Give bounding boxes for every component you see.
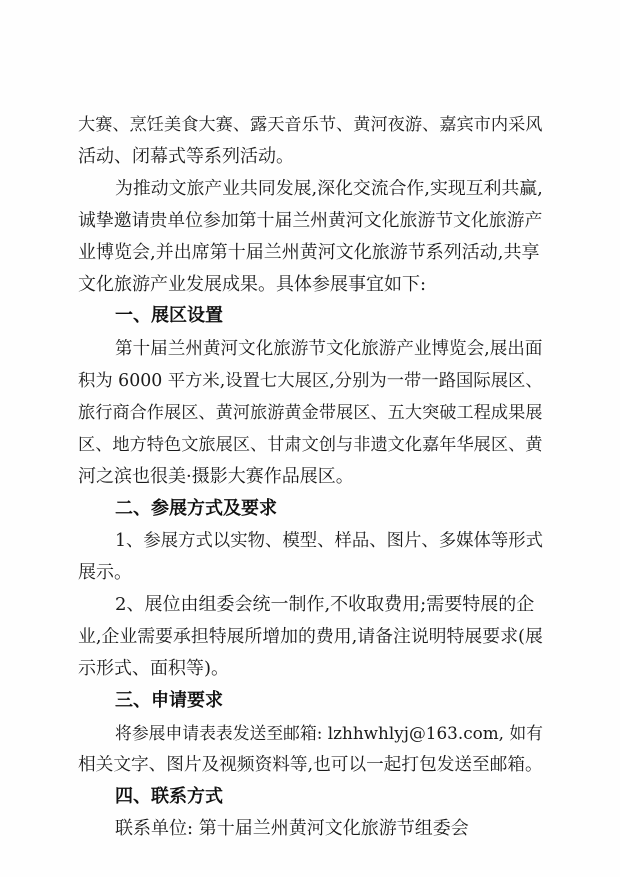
paragraph-line: 文化旅游产业发展成果。具体参展事宜如下: [78,274,427,295]
section-heading: 四、联系方式 [115,786,223,807]
paragraph-line: 第十届兰州黄河文化旅游节文化旅游产业博览会,展出面 [115,339,543,359]
section-heading: 二、参展方式及要求 [115,498,277,519]
paragraph-line: 大赛、烹饪美食大赛、露天音乐节、黄河夜游、嘉宾市内采风 [78,115,543,135]
paragraph-line: 河之滨也很美·摄影大赛作品展区。 [78,466,354,487]
section-heading: 三、申请要求 [115,690,223,711]
paragraph-line: 区、地方特色文旅展区、甘肃文创与非遗文化嘉年华展区、黄 [78,435,543,455]
paragraph-line: 诚挚邀请贵单位参加第十届兰州黄河文化旅游节文化旅游产 [78,210,543,231]
paragraph-line: 将参展申请表表发送至邮箱: lzhhwhlyj@163.com, 如有 [115,723,543,743]
paragraph-line: 1、参展方式以实物、模型、样品、图片、多媒体等形式 [115,531,544,551]
paragraph-line: 旅行商合作展区、黄河旅游黄金带展区、五大突破工程成果展 [78,403,543,423]
paragraph-line: 业,企业需要承担特展所增加的费用,请备注说明特展要求(展 [78,626,543,647]
paragraph-line: 积为 6000 平方米,设置七大展区,分别为一带一路国际展区、 [78,371,543,391]
paragraph-line: 展示。 [78,562,132,583]
paragraph-line: 联系单位: 第十届兰州黄河文化旅游节组委会 [115,818,469,839]
paragraph-line: 相关文字、图片及视频资料等,也可以一起打包发送至邮箱。 [78,755,543,775]
paragraph-line: 2、展位由组委会统一制作,不收取费用;需要特展的企 [115,594,535,615]
paragraph-line: 活动、闭幕式等系列活动。 [78,146,294,167]
paragraph-line: 业博览会,并出席第十届兰州黄河文化旅游节系列活动,共享 [78,242,540,263]
paragraph-line: 为推动文旅产业共同发展,深化交流合作,实现互利共赢, [115,178,543,199]
section-heading: 一、展区设置 [115,305,223,326]
paragraph-line: 示形式、面积等)。 [78,658,230,679]
